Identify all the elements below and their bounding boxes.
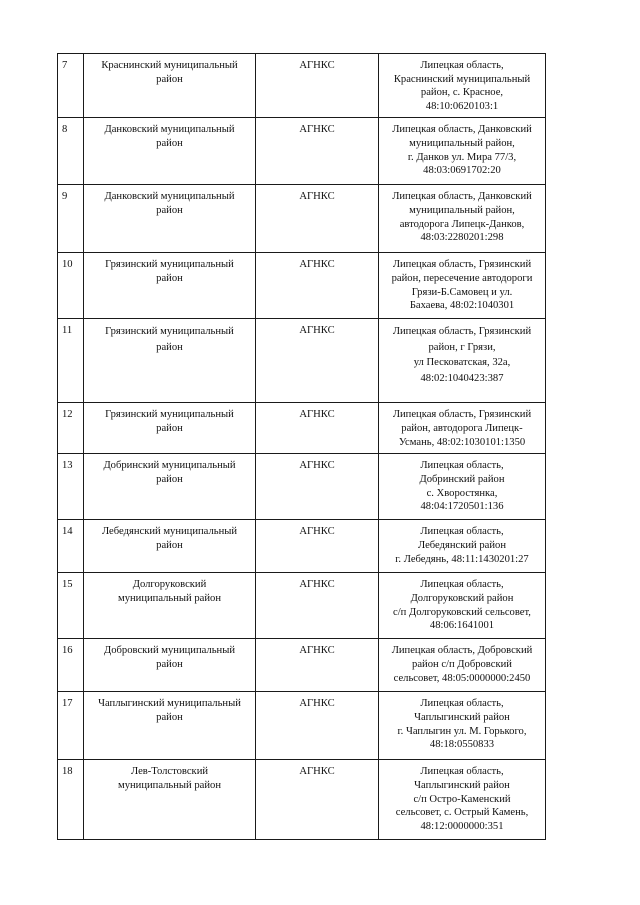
district-line: муниципальный район xyxy=(118,779,221,791)
address-cell xyxy=(379,54,546,118)
district-line: Лебедянский муниципальный xyxy=(101,526,238,538)
row-number-cell: 9 xyxy=(58,185,84,253)
table-row xyxy=(58,573,546,639)
address-line: Усмань, 48:02:1030101:1350 xyxy=(398,436,526,448)
address-line: Бахаева, 48:02:1040301 xyxy=(409,300,515,312)
address-line: Липецкая область, xyxy=(420,698,504,710)
district-cell xyxy=(84,403,256,454)
address-line: г. Лебедянь, 48:11:1430201:27 xyxy=(395,553,529,565)
address-line: Грязи-Б.Самовец и ул. xyxy=(411,286,513,298)
address-line: Липецкая область, xyxy=(420,579,504,591)
address-cell xyxy=(379,118,546,185)
address-line: муниципальный район, xyxy=(409,204,515,216)
district-line: Краснинский муниципальный xyxy=(101,60,238,71)
table-row xyxy=(58,454,546,520)
district-line: Данковский муниципальный xyxy=(104,191,235,203)
station-type-cell: АГНКС xyxy=(256,692,379,760)
address-line: Липецкая область, Данковский xyxy=(392,191,532,203)
station-type-cell: АГНКС xyxy=(256,185,379,253)
district-line: муниципальный район xyxy=(118,592,221,604)
address-line: Липецкая область, xyxy=(420,60,504,71)
address-line: 48:18:0550833 xyxy=(429,739,495,751)
row-number-cell: 17 xyxy=(58,692,84,760)
district-cell xyxy=(84,573,256,639)
address-line: г. Данков ул. Мира 77/3, xyxy=(407,151,517,163)
row-number-cell: 13 xyxy=(58,454,84,520)
row-number-cell: 14 xyxy=(58,520,84,573)
address-cell xyxy=(379,403,546,454)
address-line: Чаплыгинский район xyxy=(414,779,510,791)
table-row xyxy=(58,253,546,319)
address-line: сельсовет, 48:05:0000000:2450 xyxy=(393,672,531,684)
district-line: район xyxy=(156,658,183,670)
address-line: Чаплыгинский район xyxy=(414,711,510,723)
table-row xyxy=(58,760,546,840)
address-line: Липецкая область, xyxy=(420,766,504,778)
district-cell xyxy=(84,54,256,118)
district-line: Грязинский муниципальный xyxy=(105,409,234,421)
row-number-cell: 18 xyxy=(58,760,84,840)
table-row xyxy=(58,185,546,253)
address-cell xyxy=(379,692,546,760)
table-row xyxy=(58,639,546,692)
address-line: г. Чаплыгин ул. М. Горького, xyxy=(397,725,527,737)
row-number-cell: 16 xyxy=(58,639,84,692)
address-line: с/п Остро-Каменский xyxy=(413,793,511,805)
table-row xyxy=(58,118,546,185)
district-line: Грязинский муниципальный xyxy=(105,259,234,271)
address-cell xyxy=(379,520,546,573)
address-line: район, с. Красное, xyxy=(420,87,504,99)
address-line: 48:10:0620103:1 xyxy=(425,100,499,112)
address-cell xyxy=(379,319,546,403)
district-cell xyxy=(84,253,256,319)
address-line: район, автодорога Липецк- xyxy=(401,422,523,434)
table-body xyxy=(58,54,546,840)
address-line: автодорога Липецк-Данков, xyxy=(399,218,525,230)
station-type-cell: АГНКС xyxy=(256,253,379,319)
address-cell xyxy=(379,573,546,639)
district-cell xyxy=(84,319,256,403)
district-line: район xyxy=(156,539,183,551)
station-type-cell: АГНКС xyxy=(256,118,379,185)
address-line: 48:12:0000000:351 xyxy=(420,820,504,832)
address-line: Краснинский муниципальный xyxy=(393,73,531,85)
district-cell xyxy=(84,639,256,692)
address-line: Липецкая область, xyxy=(420,526,504,538)
district-line: Добровский муниципальный xyxy=(104,645,235,657)
district-line: район xyxy=(156,342,183,354)
address-line: муниципальный район, xyxy=(409,137,515,149)
address-line: Липецкая область, Грязинский xyxy=(392,259,532,271)
district-line: район xyxy=(156,711,183,723)
station-type-cell: АГНКС xyxy=(256,639,379,692)
address-cell xyxy=(379,185,546,253)
district-cell xyxy=(84,185,256,253)
address-line: Липецкая область, Добровский xyxy=(391,645,533,657)
district-line: Лев-Толстовский xyxy=(130,766,209,778)
address-line: сельсовет, с. Острый Камень, xyxy=(395,807,529,819)
address-line: район, г Грязи, xyxy=(428,341,496,353)
address-line: 48:02:1040423:387 xyxy=(420,372,504,384)
row-number-cell: 10 xyxy=(58,253,84,319)
address-cell xyxy=(379,454,546,520)
row-number-cell: 7 xyxy=(58,54,84,118)
district-line: район xyxy=(156,272,183,284)
address-line: 48:06:1641001 xyxy=(429,620,495,632)
address-line: 48:03:0691702:20 xyxy=(423,165,501,177)
district-cell xyxy=(84,692,256,760)
district-line: Чаплыгинский муниципальный xyxy=(98,698,241,710)
district-cell xyxy=(84,520,256,573)
district-line: район xyxy=(156,422,183,434)
district-line: Данковский муниципальный xyxy=(104,124,235,136)
address-line: 48:03:2280201:298 xyxy=(420,232,504,244)
address-line: район с/п Добровский xyxy=(412,658,512,670)
row-number-cell: 11 xyxy=(58,319,84,403)
district-line: район xyxy=(156,73,183,85)
row-number-cell: 15 xyxy=(58,573,84,639)
table-row xyxy=(58,54,546,118)
station-type-cell: АГНКС xyxy=(256,319,379,403)
district-cell xyxy=(84,454,256,520)
district-line: район xyxy=(156,137,183,149)
address-line: Лебедянский район xyxy=(417,539,507,551)
station-type-cell: АГНКС xyxy=(256,573,379,639)
address-cell xyxy=(379,760,546,840)
address-line: ул Песковатская, 32а, xyxy=(413,357,511,369)
address-line: Липецкая область, xyxy=(420,460,504,472)
address-line: Липецкая область, Грязинский xyxy=(392,409,532,421)
address-line: 48:04:1720501:136 xyxy=(420,501,504,513)
address-line: Липецкая область, Данковский xyxy=(392,124,532,136)
station-type-cell: АГНКС xyxy=(256,403,379,454)
address-line: Добринский район xyxy=(419,473,505,485)
address-line: Долгоруковский район xyxy=(410,592,514,604)
district-line: район xyxy=(156,204,183,216)
table-row xyxy=(58,403,546,454)
row-number-cell: 12 xyxy=(58,403,84,454)
address-cell xyxy=(379,639,546,692)
station-type-cell: АГНКС xyxy=(256,760,379,840)
stations-table xyxy=(57,53,546,840)
row-number-cell: 8 xyxy=(58,118,84,185)
table-row xyxy=(58,319,546,403)
station-type-cell: АГНКС xyxy=(256,454,379,520)
district-cell xyxy=(84,760,256,840)
station-type-cell: АГНКС xyxy=(256,520,379,573)
station-type-cell: АГНКС xyxy=(256,54,379,118)
address-cell xyxy=(379,253,546,319)
district-line: Долгоруковский xyxy=(132,579,207,591)
address-line: Липецкая область, Грязинский xyxy=(392,326,532,338)
district-line: Добринский муниципальный xyxy=(103,460,236,472)
address-line: с/п Долгоруковский сельсовет, xyxy=(393,606,531,618)
district-line: район xyxy=(156,473,183,485)
table-row xyxy=(58,520,546,573)
address-line: район, пересечение автодороги xyxy=(391,272,533,284)
district-line: Грязинский муниципальный xyxy=(105,326,234,338)
address-line: с. Хворостянка, xyxy=(426,487,498,499)
district-cell xyxy=(84,118,256,185)
table-row xyxy=(58,692,546,760)
